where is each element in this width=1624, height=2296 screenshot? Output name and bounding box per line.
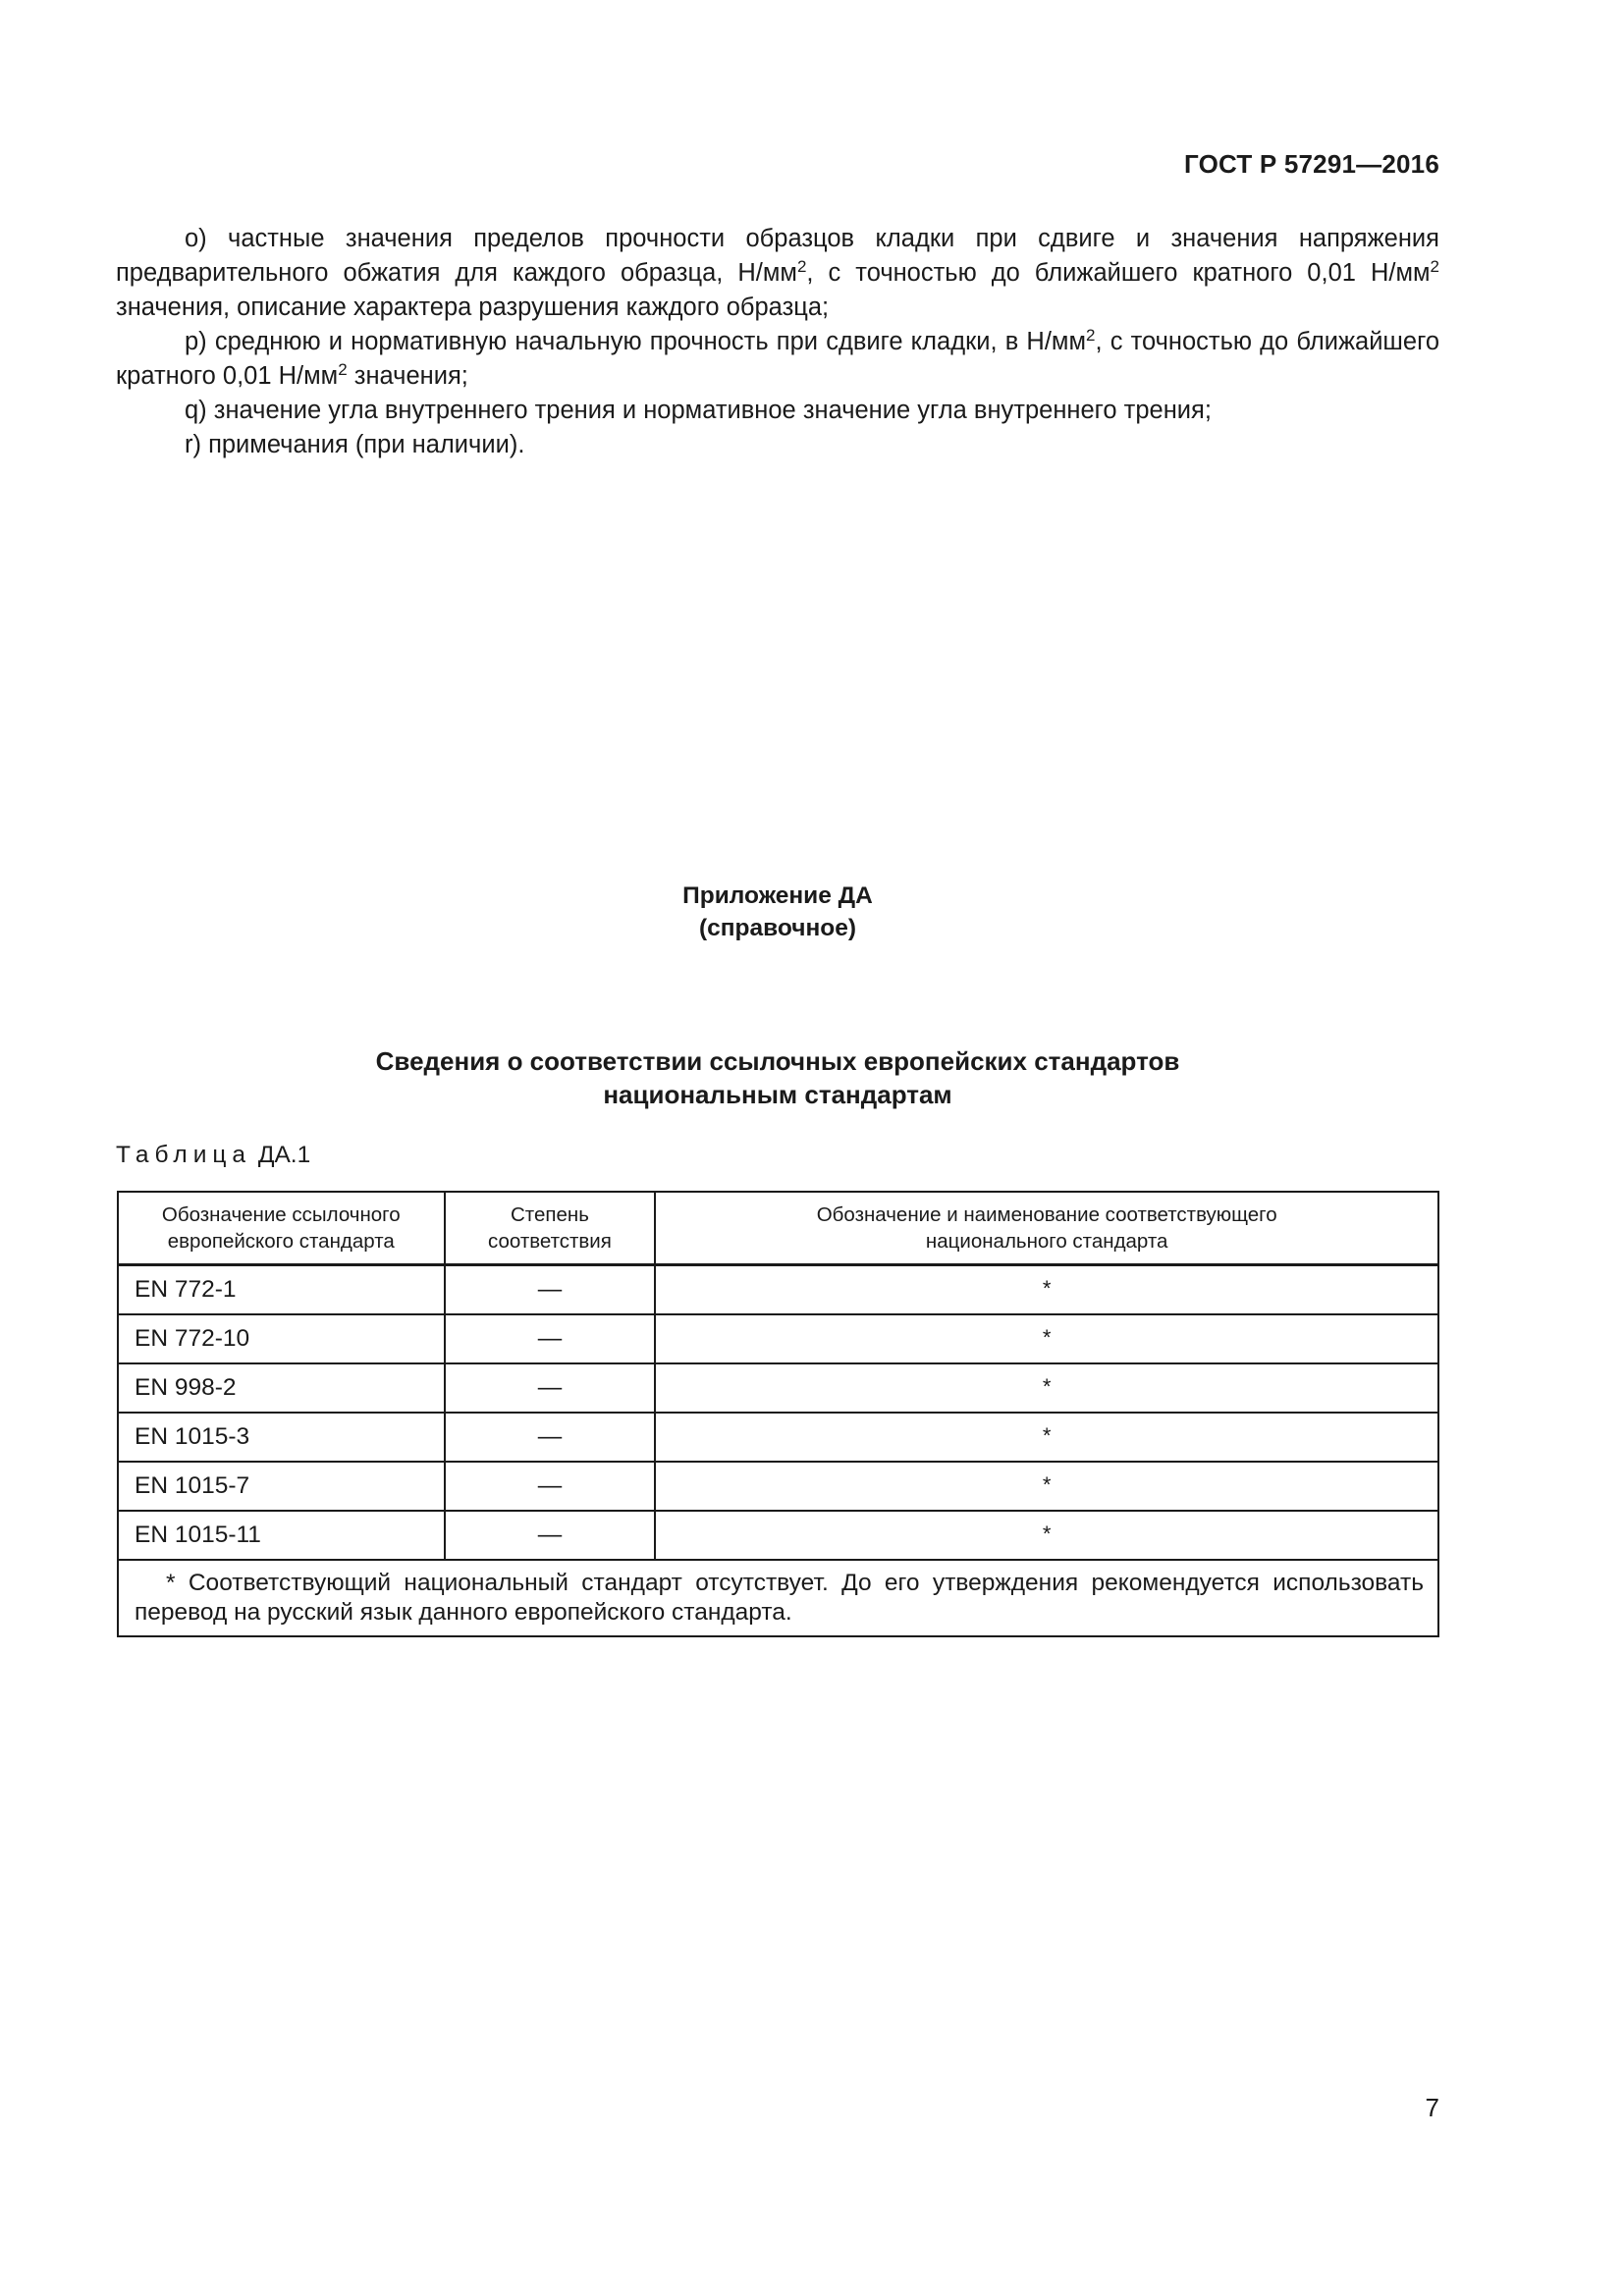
cell-degree: — [445, 1265, 656, 1315]
section-title-line-1: Сведения о соответствии ссылочных европейских стандартов [375, 1046, 1180, 1076]
cell-degree: — [445, 1314, 656, 1363]
cell-degree: — [445, 1363, 656, 1413]
cell-national: * [655, 1413, 1438, 1462]
cell-standard: EN 1015-11 [118, 1511, 445, 1560]
list-item-p: p) среднюю и нормативную начальную прочность при сдвиге кладки, в $Н/мм^2$, с точностью до ближайшего кратного 0,01 $Н/мм^2$ значения; [116, 326, 1439, 390]
cell-national: * [655, 1265, 1438, 1315]
table-caption [116, 1142, 310, 1169]
table-header-row [118, 1192, 1438, 1265]
cell-standard: EN 772-10 [118, 1314, 445, 1363]
cell-national: * [655, 1511, 1438, 1560]
list-item-q: q) значение угла внутреннего трения и нормативное значение угла внутреннего трения; [185, 397, 1212, 424]
table-row [118, 1265, 1438, 1315]
section-title [116, 1044, 1439, 1111]
list-items [116, 222, 1439, 462]
cell-degree: — [445, 1462, 656, 1511]
cell-degree: — [445, 1511, 656, 1560]
table-row [118, 1314, 1438, 1363]
table-row [118, 1511, 1438, 1560]
cell-standard: EN 1015-3 [118, 1413, 445, 1462]
header-national-standard: Обозначение и наименование соответствующего национального стандарта [655, 1192, 1438, 1265]
table-footnote: * Соответствующий национальный стандарт отсутствует. До его утверждения рекомендуется использовать перевод на русский язык данного европейского стандарта. [118, 1560, 1438, 1636]
cell-standard: EN 998-2 [118, 1363, 445, 1413]
section-title-line-2: национальным стандартам [603, 1080, 952, 1109]
header-degree: Степень соответствия [445, 1192, 656, 1265]
appendix-heading [116, 880, 1439, 944]
page-number: 7 [1425, 2093, 1439, 2122]
table-row [118, 1462, 1438, 1511]
appendix-subtitle: (справочное) [698, 915, 857, 941]
cell-national: * [655, 1462, 1438, 1511]
list-item-r: r) примечания (при наличии). [185, 431, 525, 458]
appendix-title: Приложение ДА [682, 882, 873, 909]
header-european-standard: Обозначение ссылочного европейского стандарта [118, 1192, 445, 1265]
document-designation: ГОСТ Р 57291—2016 [1184, 149, 1439, 179]
table-caption-word: Таблица [116, 1142, 252, 1168]
cell-national: * [655, 1363, 1438, 1413]
table-row [118, 1363, 1438, 1413]
table-caption-number: ДА.1 [257, 1142, 311, 1168]
correspondence-table [117, 1191, 1439, 1637]
cell-degree: — [445, 1413, 656, 1462]
table-row [118, 1413, 1438, 1462]
list-item-o: o) частные значения пределов прочности образцов кладки при сдвиге и значения напряжения предварительного обжатия для каждого образца, $Н/мм^2$, с точностью до ближайшего кратного 0,01 $Н/мм^2$ значения, описание характера разрушения каждого образца; [116, 225, 1439, 321]
cell-standard: EN 1015-7 [118, 1462, 445, 1511]
cell-standard: EN 772-1 [118, 1265, 445, 1315]
cell-national: * [655, 1314, 1438, 1363]
table-footnote-row [118, 1560, 1438, 1636]
